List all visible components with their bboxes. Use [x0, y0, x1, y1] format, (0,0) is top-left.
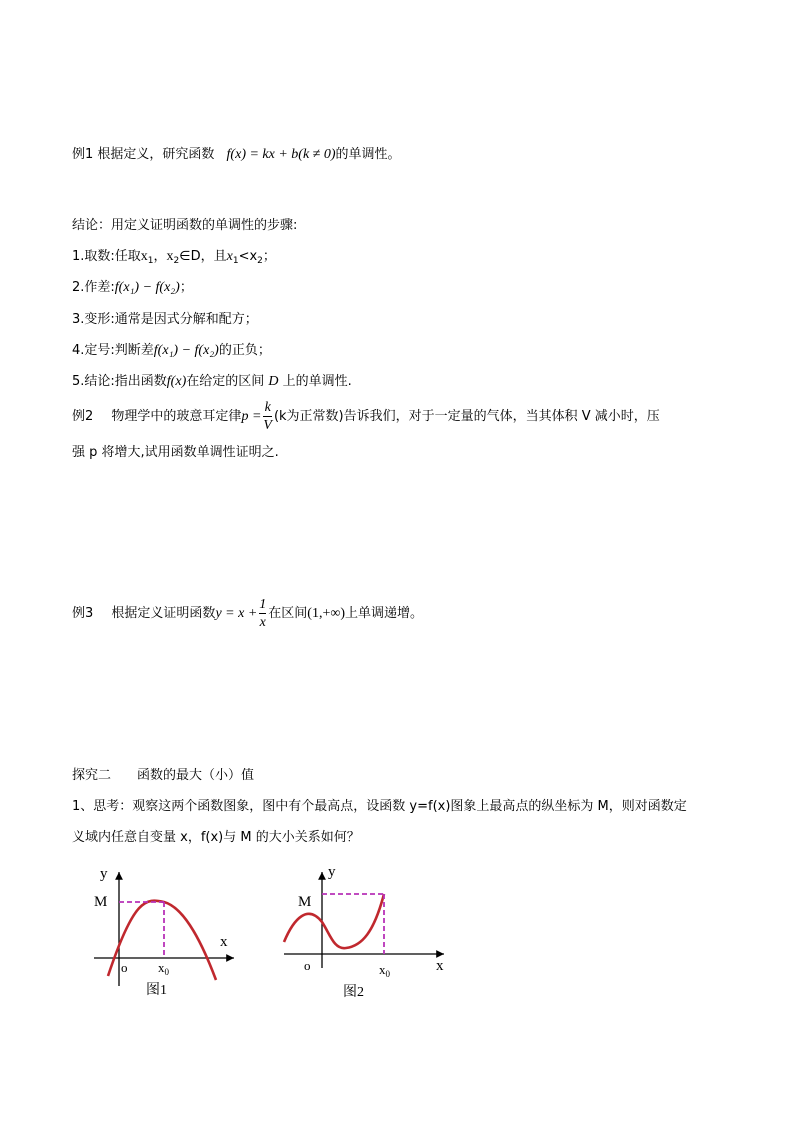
step-1-cmp-sub1: 1	[232, 256, 239, 266]
step-4-end: 的正负；	[218, 343, 271, 358]
example-2-pre: 物理学中的玻意耳定律	[111, 409, 242, 424]
step-1-x2-sub: 2	[173, 256, 180, 266]
example-3-den: x	[259, 615, 266, 630]
step-4-head: 4.定号:判断差	[72, 343, 154, 358]
fig1-x0-main: x	[158, 960, 165, 975]
step-5-D: D	[268, 374, 279, 389]
step-5	[72, 372, 352, 392]
fig2-origin-label: o	[304, 958, 311, 973]
example-3	[72, 594, 423, 634]
step-2-end: ；	[179, 280, 193, 295]
step-2-head: 2.作差:	[72, 280, 115, 295]
figure-1	[86, 858, 246, 1008]
fig2-y-label: y	[328, 864, 336, 880]
example-2-fraction	[263, 399, 272, 434]
fig2-x-label: x	[436, 958, 444, 974]
example-1-formula: f(x) = kx + b(k ≠ 0)	[226, 147, 336, 162]
example-1	[72, 145, 401, 165]
figure-2	[276, 858, 454, 1008]
example-2-post: 告诉我们，对于一定量的气体，当其体积 V 减小时，压	[343, 409, 660, 424]
fig1-x-label: x	[220, 934, 228, 950]
fig1-x0-label	[158, 960, 170, 977]
example-1-tail: 的单调性。	[335, 147, 401, 162]
fig2-x0-main: x	[379, 962, 386, 977]
example-2-num: k	[264, 400, 271, 415]
step-5-fx: f(x)	[166, 374, 187, 389]
example-2-paren: (k为正常数)	[273, 409, 344, 424]
example-3-post: 上单调递增。	[344, 606, 423, 621]
step-5-mid: 在给定的区间	[186, 374, 265, 389]
step-1-lt: <x	[238, 249, 258, 264]
step-1-in: ∈D，且	[179, 249, 227, 264]
example-3-mid: 在区间	[268, 606, 308, 621]
example-3-interval: (1,+∞)	[307, 606, 345, 621]
step-1-sep: ，	[153, 249, 167, 264]
fig2-x0-label	[379, 962, 391, 979]
think-line-1: 1、思考：观察这两个函数图象，图中有个最高点，设函数 y=f(x)图象上最高点的纵坐标为 M，则对函数定	[72, 799, 687, 814]
step-3: 3.变形:通常是因式分解和配方；	[72, 312, 258, 327]
example-3-pre: 根据定义证明函数	[111, 606, 216, 621]
step-4-expr: f(x₁) − f(x₂)	[153, 343, 219, 358]
step-5-head: 5.结论:指出函数	[72, 374, 167, 389]
example-3-num: 1	[259, 597, 267, 612]
example-2	[72, 398, 660, 436]
step-1-head: 1.取数:任取	[72, 249, 141, 264]
step-1-x2: x	[166, 249, 174, 264]
step-1-end: ；	[262, 249, 276, 264]
example-3-lhs: y = x +	[215, 606, 258, 621]
step-2-expr: f(x₁) − f(x₂)	[114, 280, 180, 295]
step-1-x1: x	[140, 249, 148, 264]
example-3-label: 例3	[72, 606, 94, 621]
fig1-y-label: y	[100, 866, 108, 882]
example-3-fraction	[259, 596, 266, 631]
think-line-2: 义域内任意自变量 x，f(x)与 M 的大小关系如何？	[72, 830, 360, 845]
fig2-caption: 图2	[343, 985, 364, 1000]
fig1-M-label: M	[94, 894, 108, 910]
step-1-x1-sub: 1	[147, 256, 154, 266]
step-2	[72, 278, 193, 298]
example-2-line-2: 强 p 将增大,试用函数单调性证明之.	[72, 445, 279, 460]
step-1-cmp: x	[226, 249, 233, 264]
fig1-caption: 图1	[146, 983, 167, 998]
fig1-x0-sub: 0	[164, 967, 169, 977]
example-2-lhs: p =	[241, 409, 262, 424]
explore-2-title: 探究二 函数的最大（小）值	[72, 768, 255, 783]
step-1-cmp-sub2: 2	[257, 256, 263, 266]
fig1-origin-label: o	[121, 960, 128, 975]
step-5-end: 上的单调性.	[282, 374, 352, 389]
example-1-label: 例1 根据定义，研究函数	[72, 147, 215, 162]
example-2-den: V	[263, 418, 272, 433]
fig2-M-label: M	[298, 894, 312, 910]
example-2-label: 例2	[72, 409, 94, 424]
step-1	[72, 247, 276, 267]
step-4	[72, 341, 271, 361]
conclusion-title: 结论：用定义证明函数的单调性的步骤:	[72, 218, 298, 233]
fig2-x0-sub: 0	[385, 969, 390, 979]
